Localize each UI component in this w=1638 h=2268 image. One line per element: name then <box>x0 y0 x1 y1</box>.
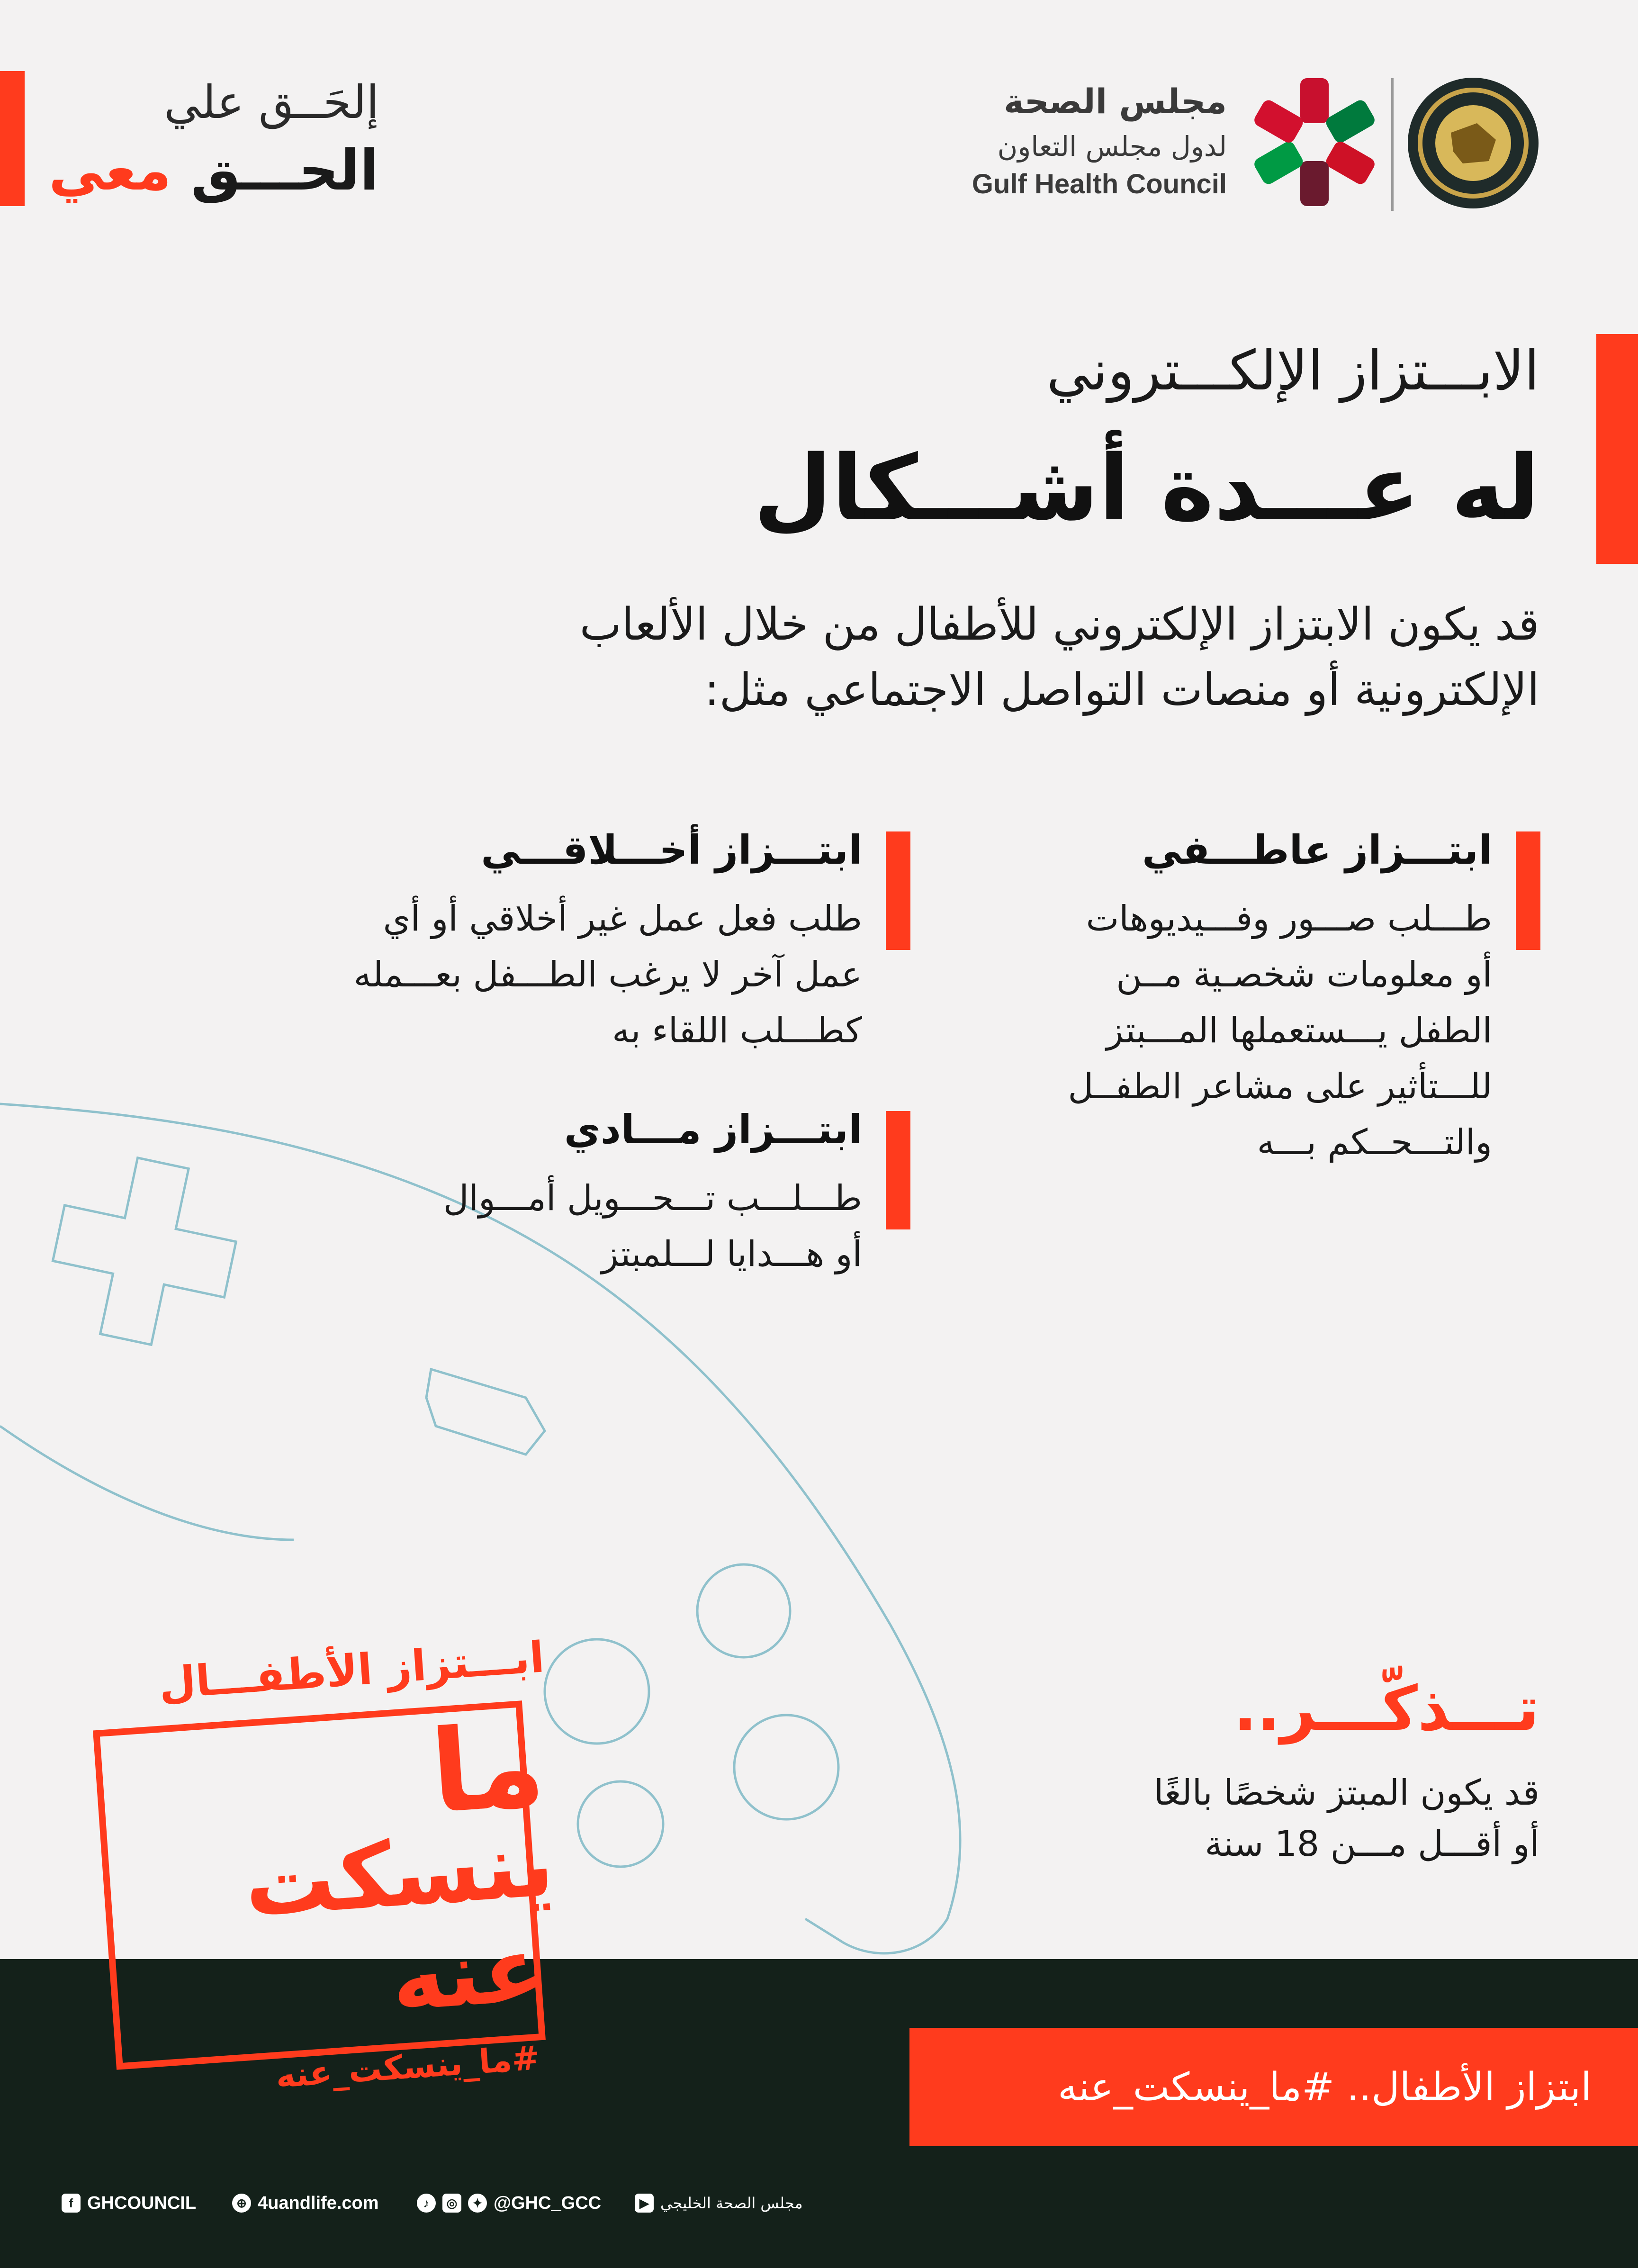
select-button-shape <box>426 1369 545 1455</box>
slogan-word-truth: الحـــق <box>190 137 379 203</box>
footer-hashtag-box <box>909 2028 1638 2146</box>
slogan-word-with-me: معي <box>48 137 171 203</box>
social-handles[interactable] <box>417 2184 601 2222</box>
emotional-line: أو معلومات شخصـية مــن <box>1116 954 1492 995</box>
intro-line-2: الإلكترونية أو منصات التواصل الاجتماعي مثل: <box>704 664 1539 716</box>
gcc-emblem <box>1406 76 1541 211</box>
intro-line-1: قد يكون الابتزاز الإلكتروني للأطفال من خلال الألعاب <box>579 599 1539 651</box>
remember-line-2: أو أقـــل مـــن 18 سنة <box>1205 1824 1539 1864</box>
stamp-word-2: ينسكت <box>241 1811 558 1938</box>
header-divider <box>1391 78 1394 211</box>
action-button-top <box>697 1564 790 1657</box>
council-star-logo <box>1246 73 1383 211</box>
header-accent-bar <box>0 71 25 206</box>
emotional-accent-bar <box>1516 831 1540 950</box>
council-sub-ar: لدول مجلس التعاون <box>997 130 1227 163</box>
stamp-hashtag: #ما_ينسكت_عنه <box>274 2038 541 2096</box>
action-button-right <box>734 1715 838 1819</box>
controller-body-lower <box>0 1426 294 1540</box>
globe-icon: ⊕ <box>232 2194 251 2213</box>
moral-title: ابتـــزاز أخـــلاقـــي <box>481 827 862 873</box>
material-title: ابتـــزاز مـــادي <box>564 1106 862 1153</box>
emotional-body <box>971 891 1492 1170</box>
remember-line-1: قد يكون المبتز شخصًا بالغًا <box>1153 1772 1539 1813</box>
council-name-ar: مجلس الصحة <box>1004 81 1227 121</box>
facebook-icon: f <box>62 2194 81 2213</box>
stamp-word-1: ما <box>426 1699 549 1839</box>
emotional-line: للـــتأثير على مشاعر الطفــل <box>1068 1066 1492 1107</box>
council-name-en: Gulf Health Council <box>972 169 1227 199</box>
title-big: له عـــدة أشـــكال <box>754 436 1539 541</box>
emotional-line: طـــلب صـــور وفـــيديوهات <box>1086 898 1492 939</box>
campaign-stamp <box>52 1632 587 2127</box>
remember-title: تـــذكّـــر.. <box>1233 1672 1539 1744</box>
intro-paragraph <box>237 592 1539 723</box>
moral-line: طلب فعل عمل غير أخلاقي أو أي <box>383 898 862 939</box>
footer-hashtag-text: ابتزاز الأطفال.. #ما_ينسكت_عنه <box>1058 2065 1592 2110</box>
social-website[interactable] <box>232 2184 379 2222</box>
material-body <box>294 1170 862 1282</box>
moral-accent-bar <box>886 831 910 950</box>
material-line: طـــلـــب تـــحـــويل أمـــوال <box>443 1178 862 1219</box>
social-handle: @GHC_GCC <box>494 2193 602 2213</box>
moral-line: كطـــلب اللقاء به <box>612 1010 862 1051</box>
dpad-shape <box>40 1145 249 1358</box>
youtube-icon: ▶ <box>635 2194 654 2213</box>
title-small: الابـــتزاز الإلكـــتروني <box>1046 339 1539 403</box>
tiktok-icon: ♪ <box>417 2194 436 2213</box>
facebook-handle: GHCOUNCIL <box>87 2193 197 2213</box>
moral-line: عمل آخر لا يرغب الطـــفل بعـــمله <box>353 954 862 995</box>
material-line: أو هـــدايا لـــلمبتز <box>601 1234 862 1274</box>
instagram-icon: ◎ <box>442 2194 461 2213</box>
twitter-icon: ✦ <box>468 2194 487 2213</box>
moral-body <box>294 891 862 1058</box>
emotional-title: ابتـــزاز عاطـــفي <box>1142 827 1492 873</box>
website-url: 4uandlife.com <box>258 2193 379 2213</box>
material-accent-bar <box>886 1111 910 1229</box>
social-youtube[interactable] <box>635 2184 803 2222</box>
slogan-line2 <box>48 137 379 203</box>
stamp-word-3: عنه <box>388 1916 548 2032</box>
social-facebook[interactable] <box>62 2184 196 2222</box>
youtube-channel: مجلس الصحة الخليجي <box>660 2194 803 2212</box>
stamp-top-text: ابـــتزاز الأطفـــال <box>157 1632 546 1709</box>
emotional-line: والتـــحــكم بـــه <box>1257 1122 1492 1163</box>
slogan-line1: إلحَــق علي <box>164 76 379 129</box>
title-accent-bar <box>1596 334 1638 564</box>
remember-body <box>947 1767 1539 1870</box>
emotional-line: الطفل يـــستعملها المـــبتز <box>1106 1010 1492 1051</box>
action-button-bottom <box>578 1781 663 1867</box>
